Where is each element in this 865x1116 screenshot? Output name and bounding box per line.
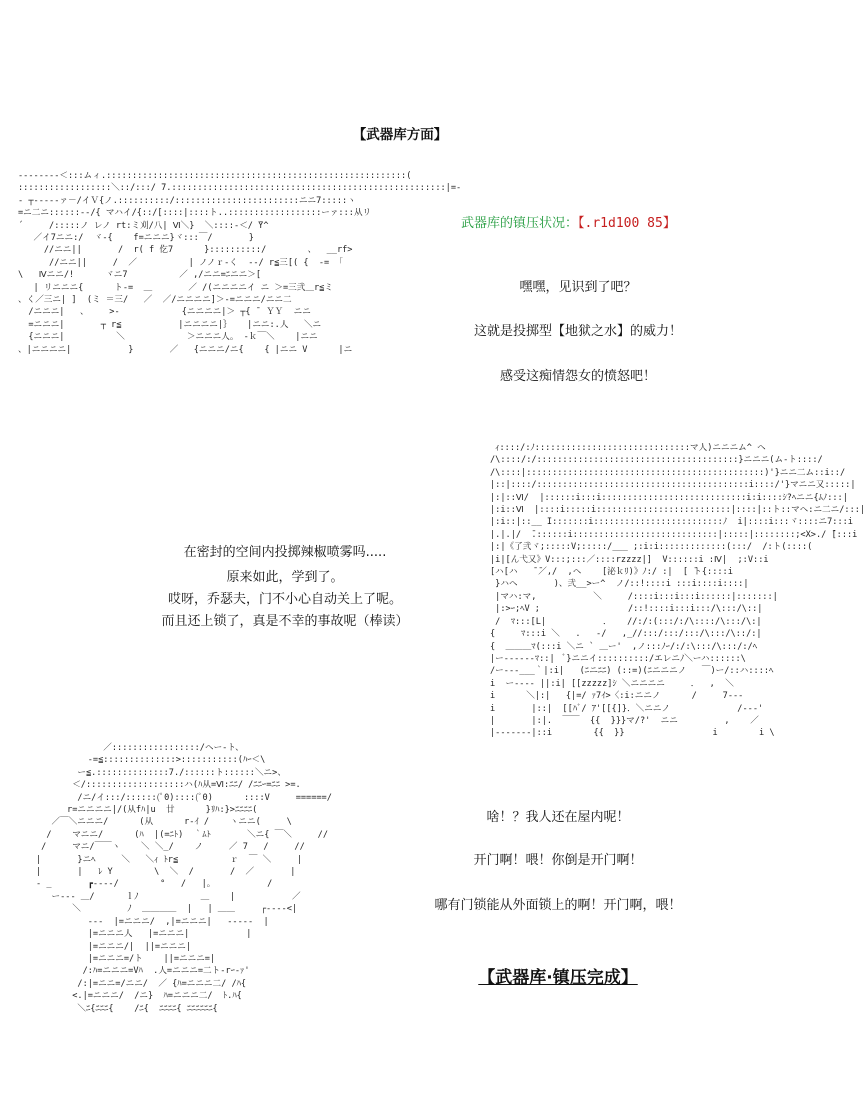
completion-title: 【武器库·镇压完成】: [478, 968, 638, 988]
panel1-line-2: 这就是投掷型【地狱之水】的威力！: [473, 324, 683, 339]
panel2-line-4: 而且还上锁了，真是不幸的事故呢（棒读）: [161, 614, 409, 629]
status-bracket-close: 】: [662, 216, 676, 231]
suppression-status: [461, 216, 676, 232]
panel3-line-3: 哪有门锁能从外面锁上的啊！开门啊，喂！: [434, 898, 682, 913]
dice-roll: .r1d100 85: [584, 216, 663, 231]
panel2-line-1: 在密封的空间内投掷辣椒喷雾吗.....: [183, 545, 387, 560]
panel1-line-1: 嘿嘿，见识到了吧？: [519, 280, 637, 295]
ascii-art-victim: ｨ::::/:ﾉ::::::::::::::::::::::::::::::マ人)ニニニム^ ヘ /\::::/:/:::::::::::::::::::::::::::::::::::::::}ニニニ(ム‐ト::::/ /\::::|::::::::::::::::::::::::::::::::::::::::::::::)'}ニニ二ム::i::/ |::|::::/:::::::::::::::::::::::::::::::::::::::::i::::/'}マニニ又:::::| |:|::Ⅵ/ |::::::i:::i::::::::::::::::::::::::::::i:i::::ｼ?ﾍニニ{ﾑﾉ:::| |:i::Ⅵ |::::i:::::i::::::::::::::::::::::::::|::::|::ト::マヘ:ニ二ニ/:::| |:i::|::__ I:::::::i:::::::::::::::::::::::::ﾉ i|::::i:::ヾ::::ニ7:::i |.|.|/ ̄.::::::i::::::::::::::::::::::::::::|:::::|::::::::;<X>./ ̄[:::i |:|《了弐ヾ;:::::V;:::::/___ ;:i:i:::::::::::::(:::/ /:ト(::::( |i|[ん弋又》V:::;:::／::::rzzzz|] V::::::i :Ⅳ| ;:V::i [ハ[ハ ̄ ̄／,/ ,ヘ [泌ｋﾘ)》ﾉ:/ :| [ ̄ト{::::i }ハヘ )、弐__>ー^ ノ/::!::::i :::i::::i::::| |マハ:マ, ＼ /::::i:::i:::i::::::|:::::::| |:>ｰ;ﾍV ; /::!::::i:::i:::/\:::/\::| / ﾏ:::[L| ． //:/:(:::/:/\::::/\:::/\:| { ﾏ:::i ＼ . ‐/ ,_//:::/:::/:::/\:::/\::/:| { ＿＿＿ﾏ(:::i ＼ニ ` ＿ー' ,ノ:::ﾉｰ/:/:\:::/\:::/:/ﾍ |ー‐‐‐‐‐‐ﾏ::| ﾞ}ニニイ::::::::::/エレニﾉ＼ーハ::::::\ /ー‐‐‐___｀|:i| (ﾆニﾆﾆ) (::=)(ﾆニニニノ ￣)ー/::ハ::::ﾍ i ー‐‐‐‐ ||:i| [[zzzzz]ｼ ＼ニニニニ ． , ＼ i ＼|:| {|=/ ｧ7ｲ>〈:i:ニニノ / 7‐‐‐ i |::| [[ﾊﾞ/ ｱ'[[{]}．＼ニニノ /‐‐‐' | |:|. ￣￣ {{ }}}マ/?' ニニ , ／ |-------|::i {{ }} i i \: [490, 443, 865, 739]
status-bracket-open: 【: [578, 216, 585, 231]
panel2-line-3: 哎呀，乔瑟夫，门不小心自动关上了呢。: [167, 592, 403, 607]
panel1-line-3: 感受这痴情怨女的愤怒吧！: [499, 369, 657, 384]
panel2-line-2: 原来如此，学到了。: [226, 570, 344, 585]
ascii-art-locked-in: ／:::::::::::::::::/ヘー-ト、 -=≦::::::::::::::>:::::::::::(ﾊｰ＜\ ー≦.::::::::::::::7./::::::ト::::::＼ニ>、 ＜/:::::::::::::::::::ハ(ﾊ从=Ⅵ:ﾆﾆ/ /ﾆﾆｰ=ﾆﾆ >=. /ニ/イ:::/::::::(ﾟ0)::::(ﾟ0) ::::V ======/ r=ニニニニ|/(从fﾊ|u 廿 }ﾘﾊ:}>ﾆﾆﾆﾆ( ／￣＼ニニニ/ (从 r‐ｲ / ヽニニ( \ / マニニ/ (ﾊ |(=ﾆﾄ) ｀ﾑﾄ ＼ニ{ ￣＼ // / マニ/￣￣ヽ ＼ ＼_/ ノ ／ 7 / // | }ニﾍ ＼ ＼ｨ ﾄr≦ ｒ ￣ ＼ | | | ﾚ Y \ ＼ / / ／ | - _ ┏‐‐‐‐/ ° / |。 / ー‐‐‐ ＿/ ｌﾉ ＿ | ／ ＼ ﾉ ＿＿＿＿ | | ＿＿ ┌‐‐‐‐<| ‐‐‐ |=ニニニ/ ,|=ニニニ| ‐‐‐‐‐ | |=ニニニ人 |=ニニニ| | |=ニニニ/| ||=ニニニ| |=ニニニ=/ト ||=ニニニ=| /:ﾊ=ニニニ=Vﾊ .人=ニニニ=二ト‐rｰ‐ｧ' /:|=ニニ=/ニニ/ ／ {ﾊ=ニニニ二/ /ﾊ{ <.|=ニニニ/ /ニ} ﾊ=ニニニ二/ ﾄ.ﾊ{ ＼ﾆ{ﾆﾆﾆ{ /ﾆ{ ﾆﾆﾆﾆ{ ﾆﾆﾆﾆﾆﾆ{: [36, 743, 332, 1014]
ascii-art-thrower: -‐‐‐‐‐‐‐＜:::ムィ.::::::::::::::::::::::::::::::::::::::::::::::::::::::::::( ::::::::::::::::::＼::/:::/ ̄7.:::::::::::::::::::::::::::::::::::::::::::::::::::::|=- - ┬‐‐‐‐‐ァ－/イＶ{ノ.::::::::::/::::::::::::::::::::::::ニニ7:::::ヽ =ニ二ニ::::::‐‐/{ マハイ/{::/[::::|::::ト..::::::::::::::::::ーァ:::从リ ´ /:::::ノ レノ rt:ミ刈/八| Ⅵ＼} ＼::::‐＜/ ̄Y^ ／イ7ニニ:/ ヾ‐{ f=ニニニ}ヾ:::￣/ } //ニニ|| / r( f 仡7 }::::::::::/ 、 __rf> //ニニ|| / ／ | ノノｒ‐く ‐‐/ r≦三[( { -= 「 \ Ⅳニニ/! ヾニ7 ／ ,/ニニ=ﾆニニ＞[ | リニニニ{ ト‐= ＿ ／ /(ニニニニイ ニ ＞=三弐＿r≦ミ 、く／三ニ| ] (ミ ＝三/ ／ ／/ニニニニ]＞‐=ニニニ/ニニ二 /ニニニ| 、 >- {ニニニニ|＞ ┬{ ̄ ＹＹ ニニ =ニニニ| ┬ r≦ |ニニニニ|｝ |ニニ:.人 ＼ニ {ニニニ| ＼ ＞ニニニ人。 ‐ｋ￣＼ |ニニ 、|ニニニニ| } ／ {ニニニ/ニ{ { |ニニ V |ニ: [18, 171, 462, 355]
panel3-line-2: 开门啊！喂！你倒是开门啊！: [473, 853, 643, 868]
panel3-line-1: 啥！？我人还在屋内呢！: [486, 810, 630, 825]
status-label: 武器库的镇压状况：: [461, 216, 579, 231]
section-title: 【武器库方面】: [352, 127, 448, 143]
